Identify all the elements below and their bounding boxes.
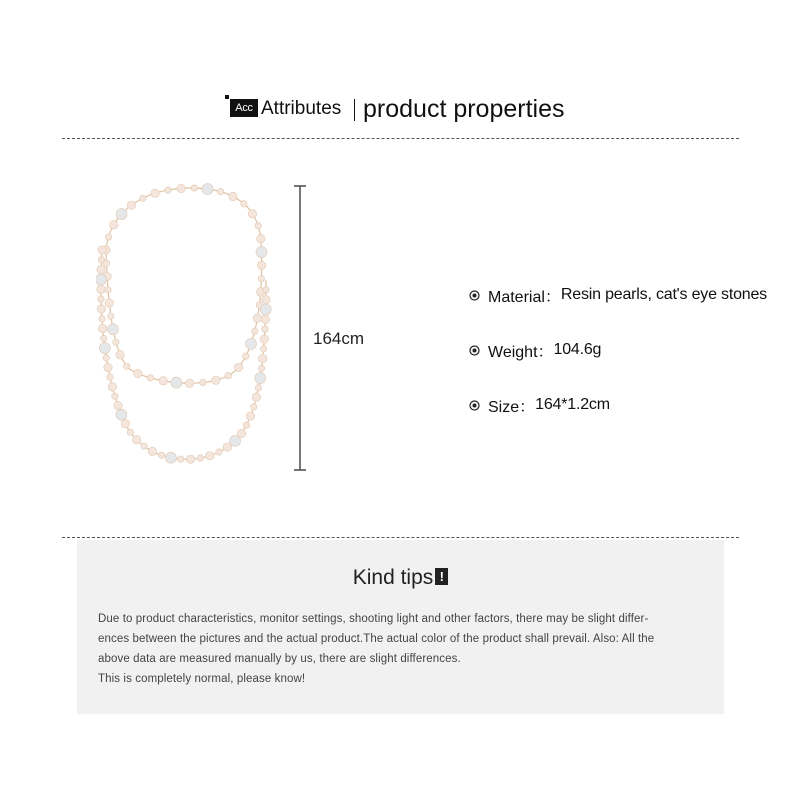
pearl-bead — [225, 372, 231, 378]
pearl-bead — [252, 328, 258, 334]
pearl-bead — [148, 447, 156, 455]
pearl-bead — [105, 234, 111, 240]
pearl-bead — [200, 379, 206, 385]
pearl-bead — [127, 429, 133, 435]
spec-label: Weight： — [488, 343, 554, 361]
spec-material — [469, 283, 767, 307]
pearl-bead — [108, 383, 116, 391]
pearl-bead — [97, 265, 105, 273]
bottom-divider — [62, 537, 739, 538]
pearl-bead — [263, 287, 269, 293]
pearl-bead — [246, 412, 254, 420]
pearl-bead — [253, 314, 261, 322]
pearl-bead — [105, 299, 113, 307]
pearl-bead — [252, 393, 260, 401]
necklace-image — [96, 180, 272, 472]
pearl-bead — [151, 189, 159, 197]
spec-value: Resin pearls, cat's eye stones — [560, 286, 767, 303]
cats-eye-bead — [171, 377, 182, 388]
tips-title — [77, 566, 724, 590]
target-circle-icon — [469, 400, 480, 411]
pearl-bead — [103, 355, 109, 361]
pearl-bead — [99, 316, 105, 322]
spec-size — [469, 393, 610, 417]
pearl-bead — [234, 363, 242, 371]
pearl-bead — [140, 195, 146, 201]
spec-value: 104.6g — [553, 341, 602, 358]
pearl-bead — [99, 324, 107, 332]
pearl-bead — [197, 455, 203, 461]
pearl-bead — [116, 351, 124, 359]
cats-eye-bead — [96, 274, 106, 285]
cats-eye-bead — [99, 343, 110, 354]
pearl-bead — [178, 456, 184, 462]
exclamation-icon: ! — [435, 568, 448, 585]
pearl-bead — [243, 422, 249, 428]
pearl-bead — [98, 257, 104, 263]
pearl-bead — [141, 443, 147, 449]
pearl-bead — [255, 223, 261, 229]
tips-line: above data are measured manually by us, there are slight differences. — [98, 653, 461, 665]
cats-eye-bead — [108, 324, 119, 335]
length-measure-line — [292, 184, 308, 472]
pearl-bead — [261, 315, 269, 323]
pearl-bead — [260, 335, 268, 343]
cats-eye-bead — [202, 184, 213, 195]
top-divider — [62, 138, 739, 139]
pearl-bead — [108, 313, 114, 319]
pearl-bead — [127, 201, 135, 209]
pearl-bead — [191, 185, 197, 191]
pearl-bead — [121, 420, 129, 428]
cats-eye-bead — [165, 452, 176, 463]
spec-weight — [469, 338, 601, 362]
pearl-bead — [112, 393, 118, 399]
acc-badge: Acc — [230, 99, 258, 117]
section-header — [0, 93, 800, 129]
pearl-bead — [186, 455, 194, 463]
cats-eye-bead — [256, 247, 267, 258]
pearl-bead — [185, 379, 193, 387]
page-title: product properties — [363, 95, 565, 123]
pearl-bead — [258, 275, 264, 281]
pearl-bead — [98, 246, 106, 254]
pearl-bead — [258, 365, 264, 371]
pearl-bead — [217, 188, 223, 194]
pearl-bead — [241, 201, 247, 207]
pearl-bead — [97, 285, 105, 293]
kind-tips-panel — [77, 540, 724, 714]
cats-eye-bead — [116, 209, 127, 220]
pearl-bead — [251, 404, 257, 410]
pearl-bead — [105, 287, 111, 293]
pearl-bead — [132, 436, 140, 444]
pearl-bead — [98, 296, 104, 302]
pearl-bead — [243, 353, 249, 359]
pearl-bead — [165, 187, 171, 193]
pearl-bead — [97, 305, 105, 313]
pearl-bead — [114, 401, 122, 409]
length-label: 164cm — [313, 329, 365, 348]
pearl-bead — [101, 335, 107, 341]
pearl-bead — [212, 376, 220, 384]
pearl-bead — [216, 449, 222, 455]
pearl-bead — [237, 429, 245, 437]
tips-line: Due to product characteristics, monitor settings, shooting light and other factors, there may be slight differ- — [98, 613, 649, 625]
pearl-bead — [255, 385, 261, 391]
pearl-bead — [159, 377, 167, 385]
pearl-bead — [248, 210, 256, 218]
pearl-bead — [104, 363, 112, 371]
pearl-bead — [262, 326, 268, 332]
pearl-bead — [259, 354, 267, 362]
pearl-beads — [96, 184, 271, 464]
spec-label: Size： — [488, 398, 536, 416]
attributes-label: Attributes — [261, 98, 342, 119]
tips-title-text: Kind tips — [352, 566, 434, 589]
tips-line: ences between the pictures and the actual product.The actual color of the product shall prevail. Also: All the — [98, 633, 655, 645]
pearl-bead — [177, 184, 185, 192]
tips-line: This is completely normal, please know! — [98, 673, 306, 685]
cats-eye-bead — [255, 373, 266, 384]
pearl-bead — [124, 363, 130, 369]
target-circle-icon — [469, 345, 480, 356]
pearl-bead — [257, 235, 265, 243]
pearl-bead — [110, 221, 118, 229]
pearl-bead — [229, 192, 237, 200]
cats-eye-bead — [116, 409, 127, 420]
pearl-bead — [158, 452, 164, 458]
pearl-bead — [113, 339, 119, 345]
pearl-bead — [147, 375, 153, 381]
cats-eye-bead — [246, 338, 257, 349]
title-separator — [354, 99, 355, 121]
pearl-bead — [257, 261, 265, 269]
pearl-bead — [107, 374, 113, 380]
target-circle-icon — [469, 290, 480, 301]
pearl-bead — [262, 296, 270, 304]
spec-label: Material： — [488, 288, 561, 306]
pearl-bead — [260, 346, 266, 352]
decor-dot — [225, 95, 229, 99]
pearl-bead — [206, 452, 214, 460]
cats-eye-bead — [260, 304, 271, 315]
spec-value: 164*1.2cm — [535, 396, 610, 413]
pearl-bead — [134, 369, 142, 377]
